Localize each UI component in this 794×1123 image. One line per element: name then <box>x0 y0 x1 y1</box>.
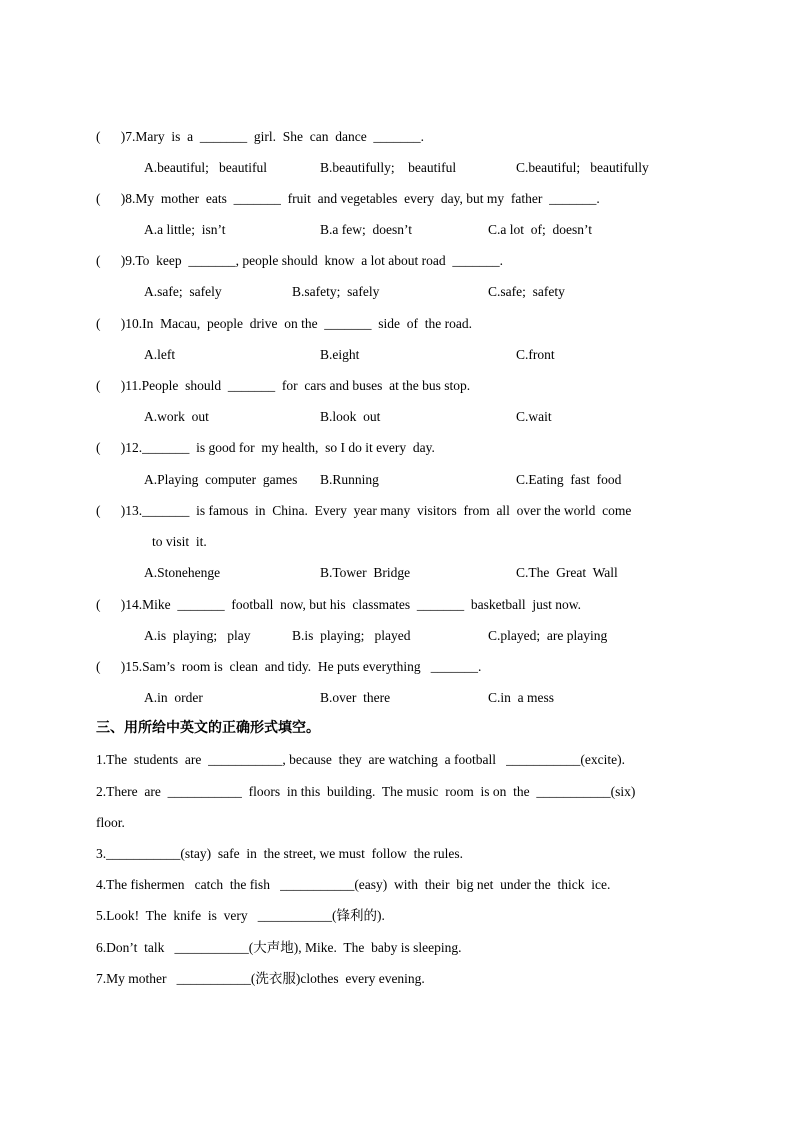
question-14-option-a: A.is playing; play <box>144 628 251 643</box>
question-10-stem: ( )10.In Macau, people drive on the _______ side of the road. <box>96 316 473 331</box>
section-heading: 三、用所给中英文的正确形式填空。 <box>96 720 320 736</box>
question-9-option-c: C.safe; safety <box>488 284 565 299</box>
question-15-option-a: A.in order <box>144 690 203 705</box>
question-13-stem: ( )13._______ is famous in China. Every year many visitors from all over the world come <box>96 503 632 518</box>
question-13-option-c: C.The Great Wall <box>516 565 618 580</box>
question-15-stem: ( )15.Sam’s room is clean and tidy. He puts everything _______. <box>96 659 482 674</box>
question-7-option-a: A.beautiful; beautiful <box>144 160 267 175</box>
question-15-option-c: C.in a mess <box>488 690 554 705</box>
question-12-stem: ( )12._______ is good for my health, so I do it every day. <box>96 440 435 455</box>
question-7-option-b: B.beautifully; beautiful <box>320 160 457 175</box>
fill-item-3: 3.___________(stay) safe in the street, we must follow the rules. <box>96 846 464 861</box>
fill-item-2: 2.There are ___________ floors in this building. The music room is on the ___________(six) <box>96 784 636 799</box>
question-8-option-b: B.a few; doesn’t <box>320 222 412 237</box>
fill-item-1: 1.The students are ___________, because they are watching a football ___________(excite). <box>96 752 625 767</box>
question-11-option-b: B.look out <box>320 409 381 424</box>
question-12-option-a: A.Playing computer games <box>144 472 298 487</box>
question-8-option-a: A.a little; isn’t <box>144 222 226 237</box>
question-14-option-c: C.played; are playing <box>488 628 608 643</box>
question-12-option-c: C.Eating fast food <box>516 472 622 487</box>
fill-item-5: 5.Look! The knife is very ___________(锋利的). <box>96 908 385 923</box>
question-9-option-a: A.safe; safely <box>144 284 222 299</box>
question-13-stem-continued: to visit it. <box>152 534 207 549</box>
question-12-option-b: B.Running <box>320 472 379 487</box>
question-15-option-b: B.over there <box>320 690 391 705</box>
fill-item-4: 4.The fishermen catch the fish ___________(easy) with their big net under the thick ice. <box>96 877 611 892</box>
question-8-stem: ( )8.My mother eats _______ fruit and vegetables every day, but my father _______. <box>96 191 600 206</box>
question-14-option-b: B.is playing; played <box>292 628 411 643</box>
question-10-option-c: C.front <box>516 347 555 362</box>
question-9-option-b: B.safety; safely <box>292 284 380 299</box>
question-7-option-c: C.beautiful; beautifully <box>516 160 649 175</box>
question-7-stem: ( )7.Mary is a _______ girl. She can dance _______. <box>96 129 425 144</box>
fill-item-7: 7.My mother ___________(洗衣服)clothes every evening. <box>96 971 425 986</box>
question-11-option-a: A.work out <box>144 409 209 424</box>
question-9-stem: ( )9.To keep _______, people should know a lot about road _______. <box>96 253 503 268</box>
question-13-option-a: A.Stonehenge <box>144 565 221 580</box>
question-10-option-a: A.left <box>144 347 176 362</box>
question-11-stem: ( )11.People should _______ for cars and buses at the bus stop. <box>96 378 471 393</box>
fill-item-6: 6.Don’t talk ___________(大声地), Mike. The baby is sleeping. <box>96 940 462 955</box>
question-11-option-c: C.wait <box>516 409 552 424</box>
question-14-stem: ( )14.Mike _______ football now, but his classmates _______ basketball just now. <box>96 597 581 612</box>
question-10-option-b: B.eight <box>320 347 360 362</box>
fill-item-2-continued: floor. <box>96 815 125 830</box>
question-13-option-b: B.Tower Bridge <box>320 565 411 580</box>
question-8-option-c: C.a lot of; doesn’t <box>488 222 592 237</box>
